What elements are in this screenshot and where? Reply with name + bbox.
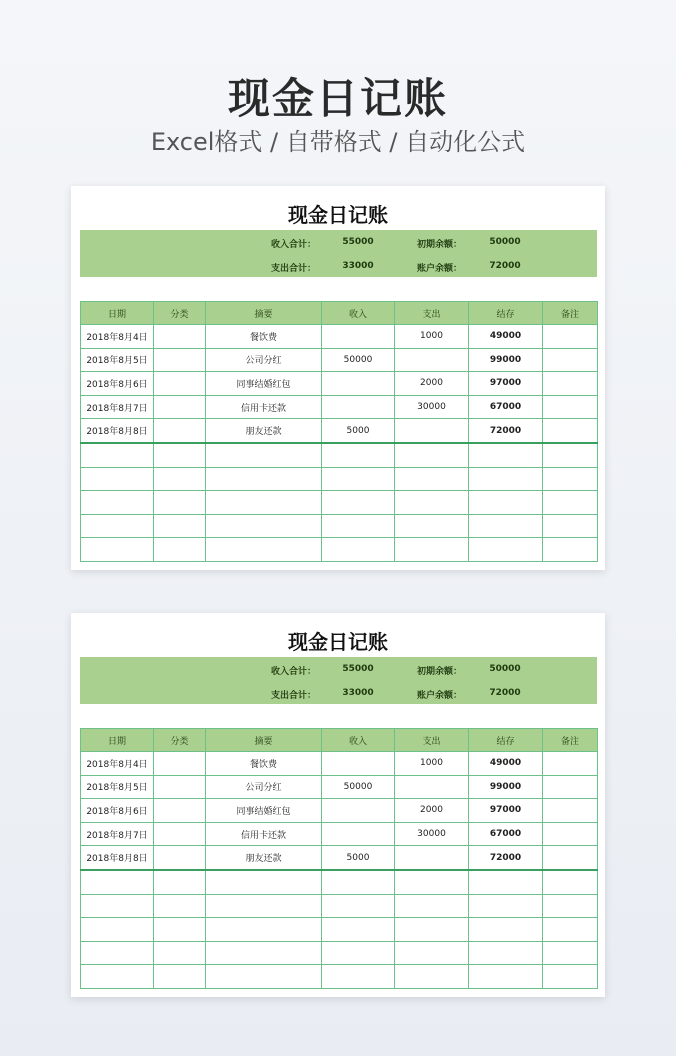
cell-balance[interactable]: 99000: [469, 348, 543, 372]
cell-expense[interactable]: 2000: [395, 799, 469, 823]
empty-cell-income[interactable]: [322, 538, 395, 562]
cell-expense[interactable]: [395, 846, 469, 870]
header-row: [81, 729, 598, 752]
empty-cell-note[interactable]: [543, 467, 598, 491]
cell-note[interactable]: [543, 822, 598, 846]
empty-cell-summary[interactable]: [206, 443, 322, 467]
cell-category[interactable]: [154, 775, 206, 799]
empty-cell-category[interactable]: [154, 870, 206, 894]
page-title: 现金日记账: [227, 74, 448, 123]
expense-total-label: 支出合计：: [270, 264, 316, 274]
cell-balance[interactable]: 97000: [469, 372, 543, 396]
empty-cell-category[interactable]: [154, 918, 206, 942]
cell-income[interactable]: 5000: [322, 419, 395, 443]
empty-cell-note[interactable]: [543, 538, 598, 562]
empty-row: [81, 491, 598, 515]
summary-panel: [80, 230, 597, 277]
empty-cell-note[interactable]: [543, 870, 598, 894]
empty-row: [81, 538, 598, 562]
cell-balance[interactable]: 72000: [469, 419, 543, 443]
cell-category[interactable]: [154, 419, 206, 443]
cell-date[interactable]: 2018年8月8日: [81, 846, 154, 870]
cell-balance[interactable]: 99000: [469, 775, 543, 799]
empty-cell-date[interactable]: [81, 443, 154, 467]
cell-balance[interactable]: 97000: [469, 799, 543, 823]
empty-row: [81, 514, 598, 538]
empty-cell-expense[interactable]: [395, 870, 469, 894]
empty-cell-income[interactable]: [322, 491, 395, 515]
column-header-balance: 结存: [469, 729, 543, 752]
cell-balance[interactable]: 67000: [469, 395, 543, 419]
empty-cell-summary[interactable]: [206, 870, 322, 894]
cell-summary[interactable]: 朋友还款: [206, 846, 322, 870]
expense-total-label: 支出合计：: [270, 691, 316, 701]
cell-expense[interactable]: [395, 419, 469, 443]
empty-cell-note[interactable]: [543, 443, 598, 467]
cell-note[interactable]: [543, 752, 598, 776]
empty-row: [81, 965, 598, 989]
cell-note[interactable]: [543, 395, 598, 419]
cell-date[interactable]: 2018年8月8日: [81, 419, 154, 443]
column-header-summary: 摘要: [206, 302, 322, 325]
empty-cell-date[interactable]: [81, 467, 154, 491]
empty-cell-category[interactable]: [154, 894, 206, 918]
empty-cell-income[interactable]: [322, 941, 395, 965]
empty-cell-balance[interactable]: [469, 491, 543, 515]
income-total-value[interactable]: 55000: [342, 664, 374, 674]
cell-expense[interactable]: [395, 348, 469, 372]
empty-cell-balance[interactable]: [469, 514, 543, 538]
empty-cell-date[interactable]: [81, 870, 154, 894]
empty-cell-expense[interactable]: [395, 514, 469, 538]
empty-cell-balance[interactable]: [469, 894, 543, 918]
column-header-expense: 支出: [395, 302, 469, 325]
empty-cell-balance[interactable]: [469, 443, 543, 467]
table-row: [81, 348, 598, 372]
cell-category[interactable]: [154, 822, 206, 846]
income-total-value[interactable]: 55000: [342, 237, 374, 247]
empty-cell-expense[interactable]: [395, 491, 469, 515]
table-row: [81, 752, 598, 776]
cell-note[interactable]: [543, 775, 598, 799]
column-header-expense: 支出: [395, 729, 469, 752]
empty-cell-expense[interactable]: [395, 918, 469, 942]
empty-cell-income[interactable]: [322, 894, 395, 918]
empty-cell-date[interactable]: [81, 965, 154, 989]
cell-date[interactable]: 2018年8月4日: [81, 325, 154, 349]
ledger-table: [80, 301, 598, 562]
table-row: [81, 372, 598, 396]
cell-expense[interactable]: 2000: [395, 372, 469, 396]
table-row: [81, 822, 598, 846]
ledger-table: [80, 728, 598, 989]
cell-note[interactable]: [543, 372, 598, 396]
cell-income[interactable]: 50000: [322, 348, 395, 372]
account-balance-value[interactable]: 72000: [489, 261, 521, 271]
opening-balance-value[interactable]: 50000: [489, 237, 521, 247]
cell-note[interactable]: [543, 325, 598, 349]
cell-income[interactable]: [322, 325, 395, 349]
empty-cell-income[interactable]: [322, 965, 395, 989]
empty-cell-balance[interactable]: [469, 941, 543, 965]
sheet-title: 现金日记账: [288, 203, 388, 227]
opening-balance-value[interactable]: 50000: [489, 664, 521, 674]
cell-category[interactable]: [154, 348, 206, 372]
empty-cell-balance[interactable]: [469, 965, 543, 989]
column-header-income: 收入: [322, 302, 395, 325]
cell-summary[interactable]: 同事结婚红包: [206, 799, 322, 823]
cell-date[interactable]: 2018年8月4日: [81, 752, 154, 776]
cell-note[interactable]: [543, 419, 598, 443]
column-header-note: 备注: [543, 729, 598, 752]
empty-row: [81, 941, 598, 965]
table-row: [81, 775, 598, 799]
cell-category[interactable]: [154, 752, 206, 776]
empty-cell-date[interactable]: [81, 918, 154, 942]
table-row: [81, 799, 598, 823]
empty-cell-expense[interactable]: [395, 467, 469, 491]
empty-cell-expense[interactable]: [395, 894, 469, 918]
cell-income[interactable]: [322, 822, 395, 846]
empty-cell-summary[interactable]: [206, 965, 322, 989]
empty-cell-note[interactable]: [543, 941, 598, 965]
empty-cell-balance[interactable]: [469, 918, 543, 942]
empty-cell-expense[interactable]: [395, 538, 469, 562]
cell-expense[interactable]: 30000: [395, 822, 469, 846]
cell-date[interactable]: 2018年8月7日: [81, 822, 154, 846]
empty-row: [81, 467, 598, 491]
cell-income[interactable]: [322, 752, 395, 776]
cell-expense[interactable]: [395, 775, 469, 799]
page-subtitle: Excel格式 / 自带格式 / 自动化公式: [150, 128, 526, 156]
opening-balance-label: 初期余额：: [416, 240, 462, 250]
income-total-label: 收入合计：: [270, 240, 316, 250]
column-header-income: 收入: [322, 729, 395, 752]
column-header-balance: 结存: [469, 302, 543, 325]
cell-summary[interactable]: 朋友还款: [206, 419, 322, 443]
account-balance-label: 账户余额：: [416, 264, 462, 274]
cell-date[interactable]: 2018年8月5日: [81, 775, 154, 799]
account-balance-value[interactable]: 72000: [489, 688, 521, 698]
cell-income[interactable]: 5000: [322, 846, 395, 870]
empty-cell-summary[interactable]: [206, 941, 322, 965]
empty-cell-category[interactable]: [154, 514, 206, 538]
empty-cell-note[interactable]: [543, 965, 598, 989]
empty-cell-category[interactable]: [154, 941, 206, 965]
empty-cell-date[interactable]: [81, 514, 154, 538]
empty-cell-summary[interactable]: [206, 894, 322, 918]
column-header-category: 分类: [154, 302, 206, 325]
empty-cell-category[interactable]: [154, 491, 206, 515]
empty-cell-balance[interactable]: [469, 467, 543, 491]
table-row: [81, 419, 598, 443]
empty-cell-expense[interactable]: [395, 443, 469, 467]
ledger-sheet-2: [71, 613, 605, 997]
cell-balance[interactable]: 67000: [469, 822, 543, 846]
cell-balance[interactable]: 49000: [469, 752, 543, 776]
empty-cell-date[interactable]: [81, 894, 154, 918]
empty-cell-note[interactable]: [543, 894, 598, 918]
expense-total-value[interactable]: 33000: [342, 261, 374, 271]
empty-cell-note[interactable]: [543, 491, 598, 515]
empty-cell-income[interactable]: [322, 514, 395, 538]
table-row: [81, 846, 598, 870]
cell-date[interactable]: 2018年8月7日: [81, 395, 154, 419]
empty-row: [81, 894, 598, 918]
cell-note[interactable]: [543, 348, 598, 372]
empty-cell-category[interactable]: [154, 467, 206, 491]
empty-cell-income[interactable]: [322, 870, 395, 894]
cell-summary[interactable]: 餐饮费: [206, 325, 322, 349]
cell-balance[interactable]: 72000: [469, 846, 543, 870]
cell-summary[interactable]: 公司分红: [206, 348, 322, 372]
sheet-title: 现金日记账: [288, 630, 388, 654]
empty-cell-date[interactable]: [81, 941, 154, 965]
cell-category[interactable]: [154, 325, 206, 349]
table-row: [81, 325, 598, 349]
empty-cell-summary[interactable]: [206, 918, 322, 942]
cell-note[interactable]: [543, 799, 598, 823]
cell-expense[interactable]: 1000: [395, 752, 469, 776]
empty-row: [81, 870, 598, 894]
cell-category[interactable]: [154, 799, 206, 823]
column-header-summary: 摘要: [206, 729, 322, 752]
empty-cell-note[interactable]: [543, 514, 598, 538]
account-balance-label: 账户余额：: [416, 691, 462, 701]
column-header-category: 分类: [154, 729, 206, 752]
expense-total-value[interactable]: 33000: [342, 688, 374, 698]
cell-category[interactable]: [154, 846, 206, 870]
empty-cell-summary[interactable]: [206, 467, 322, 491]
cell-income[interactable]: [322, 372, 395, 396]
empty-cell-income[interactable]: [322, 467, 395, 491]
cell-summary[interactable]: 公司分红: [206, 775, 322, 799]
column-header-note: 备注: [543, 302, 598, 325]
empty-cell-note[interactable]: [543, 918, 598, 942]
empty-cell-balance[interactable]: [469, 870, 543, 894]
empty-cell-category[interactable]: [154, 965, 206, 989]
cell-summary[interactable]: 餐饮费: [206, 752, 322, 776]
empty-row: [81, 918, 598, 942]
empty-cell-expense[interactable]: [395, 941, 469, 965]
cell-date[interactable]: 2018年8月6日: [81, 799, 154, 823]
empty-cell-category[interactable]: [154, 443, 206, 467]
empty-cell-balance[interactable]: [469, 538, 543, 562]
empty-cell-date[interactable]: [81, 538, 154, 562]
cell-summary[interactable]: 同事结婚红包: [206, 372, 322, 396]
cell-expense[interactable]: 1000: [395, 325, 469, 349]
cell-income[interactable]: [322, 395, 395, 419]
cell-category[interactable]: [154, 395, 206, 419]
header-row: [81, 302, 598, 325]
empty-cell-income[interactable]: [322, 443, 395, 467]
cell-note[interactable]: [543, 846, 598, 870]
empty-cell-summary[interactable]: [206, 538, 322, 562]
opening-balance-label: 初期余额：: [416, 667, 462, 677]
empty-cell-category[interactable]: [154, 538, 206, 562]
empty-cell-date[interactable]: [81, 491, 154, 515]
cell-income[interactable]: [322, 799, 395, 823]
cell-income[interactable]: 50000: [322, 775, 395, 799]
cell-summary[interactable]: 信用卡还款: [206, 395, 322, 419]
cell-summary[interactable]: 信用卡还款: [206, 822, 322, 846]
empty-cell-summary[interactable]: [206, 514, 322, 538]
cell-balance[interactable]: 49000: [469, 325, 543, 349]
empty-cell-income[interactable]: [322, 918, 395, 942]
cell-date[interactable]: 2018年8月5日: [81, 348, 154, 372]
cell-date[interactable]: 2018年8月6日: [81, 372, 154, 396]
column-header-date: 日期: [81, 729, 154, 752]
empty-row: [81, 443, 598, 467]
cell-expense[interactable]: 30000: [395, 395, 469, 419]
column-header-date: 日期: [81, 302, 154, 325]
ledger-sheet-1: [71, 186, 605, 570]
cell-category[interactable]: [154, 372, 206, 396]
income-total-label: 收入合计：: [270, 667, 316, 677]
table-row: [81, 395, 598, 419]
summary-panel: [80, 657, 597, 704]
empty-cell-expense[interactable]: [395, 965, 469, 989]
empty-cell-summary[interactable]: [206, 491, 322, 515]
